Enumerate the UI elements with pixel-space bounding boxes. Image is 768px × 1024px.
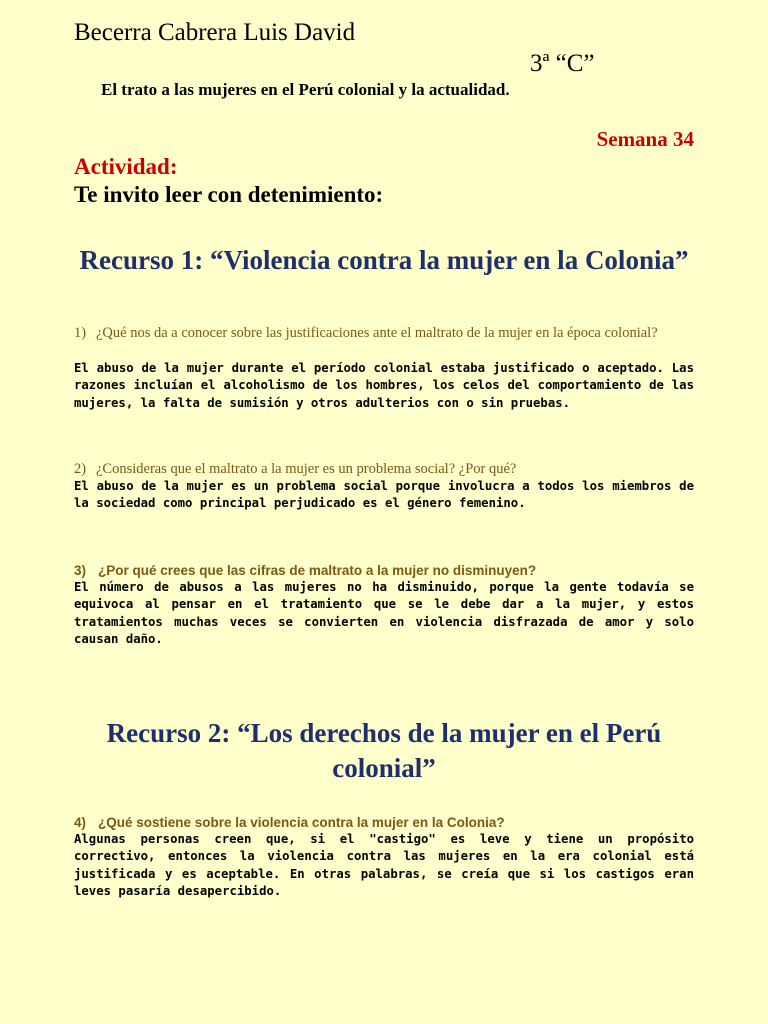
grade-section: 3ª “C”	[530, 50, 595, 77]
question-number: 3)	[74, 563, 87, 578]
resource-2-title: Recurso 2: “Los derechos de la mujer en el Perú colonial”	[106, 718, 662, 783]
question-text: ¿Qué sostiene sobre la violencia contra la mujer en la Colonia?	[98, 815, 505, 830]
week-label: Semana 34	[596, 127, 694, 151]
author-name: Becerra Cabrera Luis David	[74, 19, 356, 46]
answer-4: Algunas personas creen que, si el "castigo" es leve y tiene un propósito correctivo, entonces la violencia contra las mujeres en la era colonial está justificada y es aceptable. En otras palabras, se creía que si los castigos eran leves pasaría desapercibido.	[74, 832, 694, 898]
question-number: 1)	[74, 325, 87, 341]
answer-3: El número de abusos a las mujeres no ha disminuido, porque la gente todavía se equivoca al pensar en el tratamiento que se le debe dar a la mujer, y estos tratamientos muchas veces se convierten en violencia disfrazada de amor y solo causan daño.	[74, 580, 694, 646]
resource-1-title: Recurso 1: “Violencia contra la mujer en la Colonia”	[79, 245, 689, 275]
question-2	[74, 461, 694, 477]
answer-2: El abuso de la mujer es un problema social porque involucra a todos los miembros de la sociedad como principal perjudicado es el género femenino.	[74, 479, 694, 511]
question-number: 2)	[74, 461, 87, 477]
question-text: ¿Consideras que el maltrato a la mujer es un problema social? ¿Por qué?	[96, 461, 517, 477]
question-number: 4)	[74, 815, 87, 830]
question-text: ¿Qué nos da a conocer sobre las justificaciones ante el maltrato de la mujer en la época colonial?	[96, 325, 658, 341]
question-1	[74, 325, 694, 341]
question-3	[74, 563, 694, 579]
question-text: ¿Por qué crees que las cifras de maltrato a la mujer no disminuyen?	[98, 563, 537, 578]
answer-1: El abuso de la mujer durante el período colonial estaba justificado o aceptado. Las razones incluían el alcoholismo de los hombres, los celos del comportamiento de las mujeres, la falta de sumisión y otros adulterios con o sin pruebas.	[74, 361, 694, 410]
question-4	[74, 815, 694, 831]
instruction-text: Te invito leer con detenimiento:	[74, 182, 384, 207]
activity-label: Actividad:	[74, 154, 178, 179]
document-topic: El trato a las mujeres en el Perú colonial y la actualidad.	[101, 80, 510, 99]
